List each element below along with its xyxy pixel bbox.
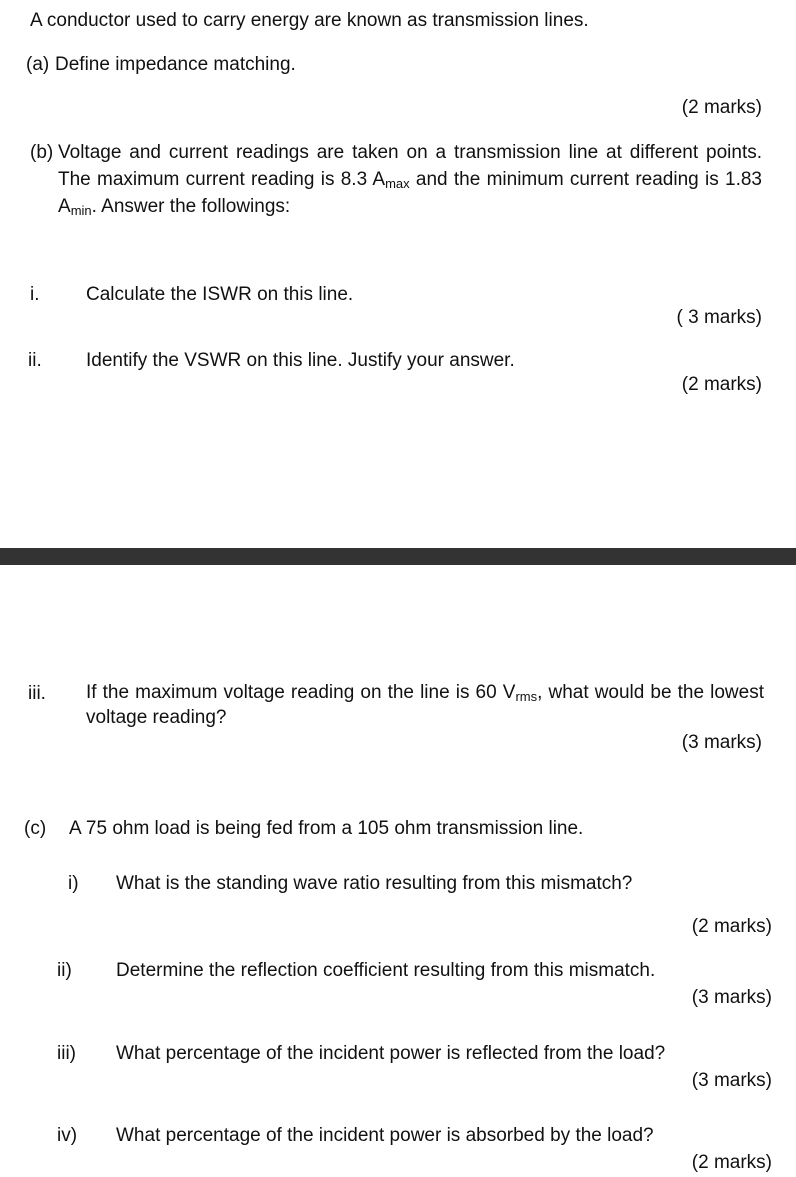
part-b-label: (b) <box>30 142 54 163</box>
question-b-iii-text: If the maximum voltage reading on the line is 60 $V_{rms}$, what would be the lowest voltage reading? <box>86 682 764 728</box>
question-c-iii-text: What percentage of the incident power is reflected from the load? <box>116 1043 666 1064</box>
question-b-i-marks: ( 3 marks) <box>676 307 762 328</box>
part-c-label: (c) <box>24 818 47 839</box>
question-b-ii-marks: (2 marks) <box>681 374 762 395</box>
question-b-i-text: Calculate the ISWR on this line. <box>86 284 354 305</box>
question-c-i-label: i) <box>68 873 79 894</box>
part-a-marks: (2 marks) <box>681 97 762 118</box>
question-c-ii-text: Determine the reflection coefficient resulting from this mismatch. <box>116 960 656 981</box>
question-c-iii-marks: (3 marks) <box>691 1070 772 1091</box>
question-b-i-label: i. <box>30 284 40 305</box>
question-b-ii-text: Identify the VSWR on this line. Justify your answer. <box>86 350 515 371</box>
question-b-ii-label: ii. <box>28 350 42 371</box>
question-b-iii-label: iii. <box>28 683 46 704</box>
amin-subscript: min <box>70 203 92 218</box>
question-c-iv-text: What percentage of the incident power is absorbed by the load? <box>116 1125 654 1146</box>
part-c-question: A 75 ohm load is being fed from a 105 ohm transmission line. <box>69 818 584 839</box>
question-c-iv-label: iv) <box>57 1125 78 1146</box>
question-c-i-text: What is the standing wave ratio resulting from this mismatch? <box>116 873 633 894</box>
part-a-label: (a) <box>26 54 50 75</box>
part-a-question: Define impedance matching. <box>55 54 296 75</box>
intro-text: A conductor used to carry energy are known as transmission lines. <box>30 10 589 31</box>
page-divider <box>0 548 796 565</box>
part-b-question: Voltage and current readings are taken on a transmission line at different points. The maximum current reading is 8.3 $A_{max}$ and the minimum current reading is 1.83 $A_{min}$. Answer the followings: <box>58 142 762 218</box>
question-c-iv-marks: (2 marks) <box>691 1152 772 1173</box>
question-c-iii-label: iii) <box>57 1043 76 1064</box>
question-b-iii-marks: (3 marks) <box>681 732 762 753</box>
question-c-ii-label: ii) <box>57 960 72 981</box>
question-c-i-marks: (2 marks) <box>691 916 772 937</box>
amax-subscript: max <box>385 176 410 191</box>
vrms-subscript: rms <box>515 689 538 704</box>
question-c-ii-marks: (3 marks) <box>691 987 772 1008</box>
